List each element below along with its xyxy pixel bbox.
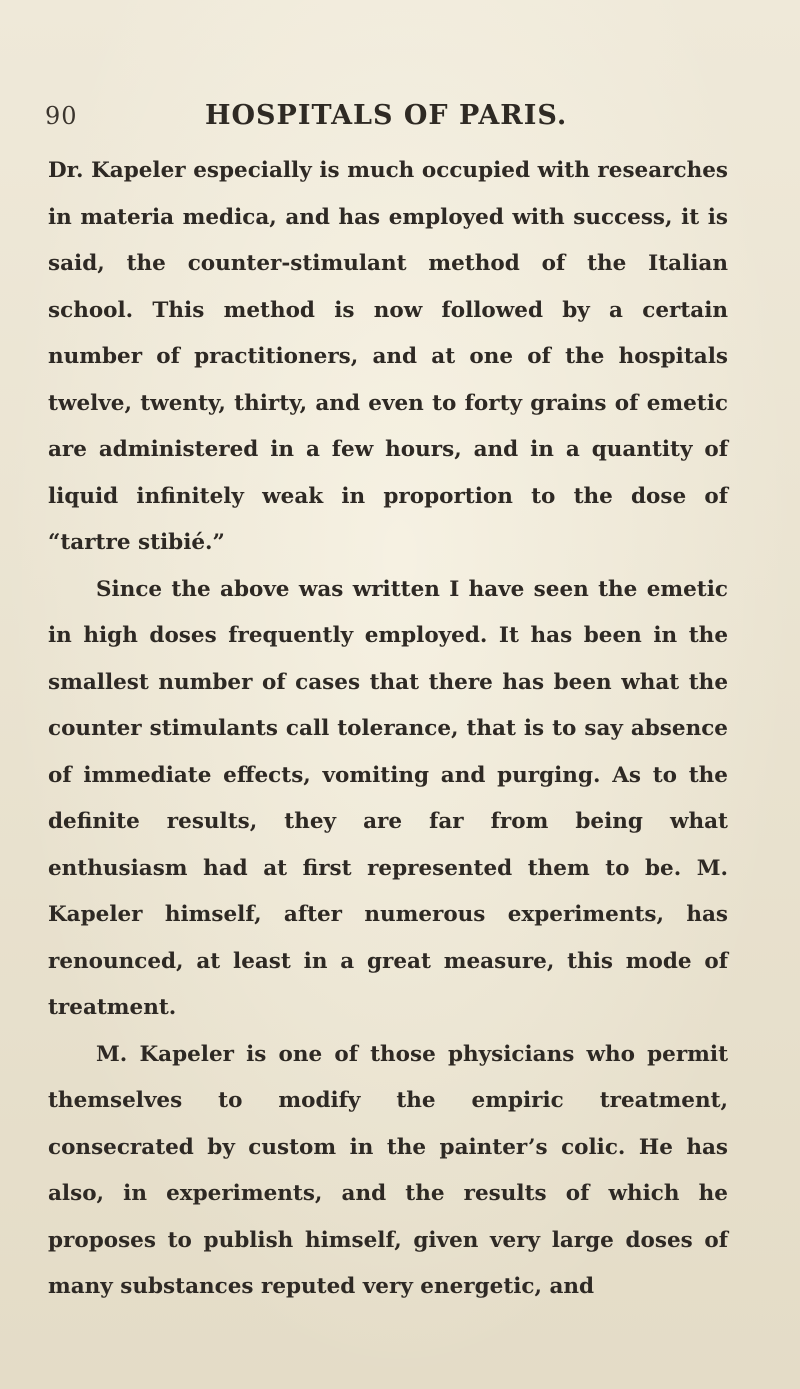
page-number: 90 — [45, 102, 78, 130]
paragraph-3: M. Kapeler is one of those physicians who permit themselves to modify the empiric treatment, consecrated by custom in the painter’s colic. He has also, in experiments, and the results of which he proposes to publish himself, given very large doses of many substances reputed very energetic, and — [48, 1041, 728, 1299]
body-text — [48, 148, 728, 1311]
paragraph-1: Dr. Kapeler especially is much occupied with researches in materia medica, and has employed with success, it is said, the counter-stimulant method of the Italian school. This method is now followed by a certain number of practitioners, and at one of the hospitals twelve, twenty, thirty, and even to forty grains of emetic are administered in a few hours, and in a quantity of liquid infinitely weak in proportion to the dose of “tartre stibié.” — [48, 158, 728, 555]
paragraph-2: Since the above was written I have seen the emetic in high doses frequently employed. It has been in the smallest number of cases that there has been what the counter stimulants call tolerance, that is to say absence of immediate effects, vomiting and purging. As to the definite results, they are far from being what enthusiasm had at first represented them to be. M. Kapeler himself, after numerous experiments, has renounced, at least in a great measure, this mode of treatment. — [48, 576, 728, 1020]
page-header — [45, 98, 765, 138]
running-head: HOSPITALS OF PARIS. — [205, 100, 568, 131]
